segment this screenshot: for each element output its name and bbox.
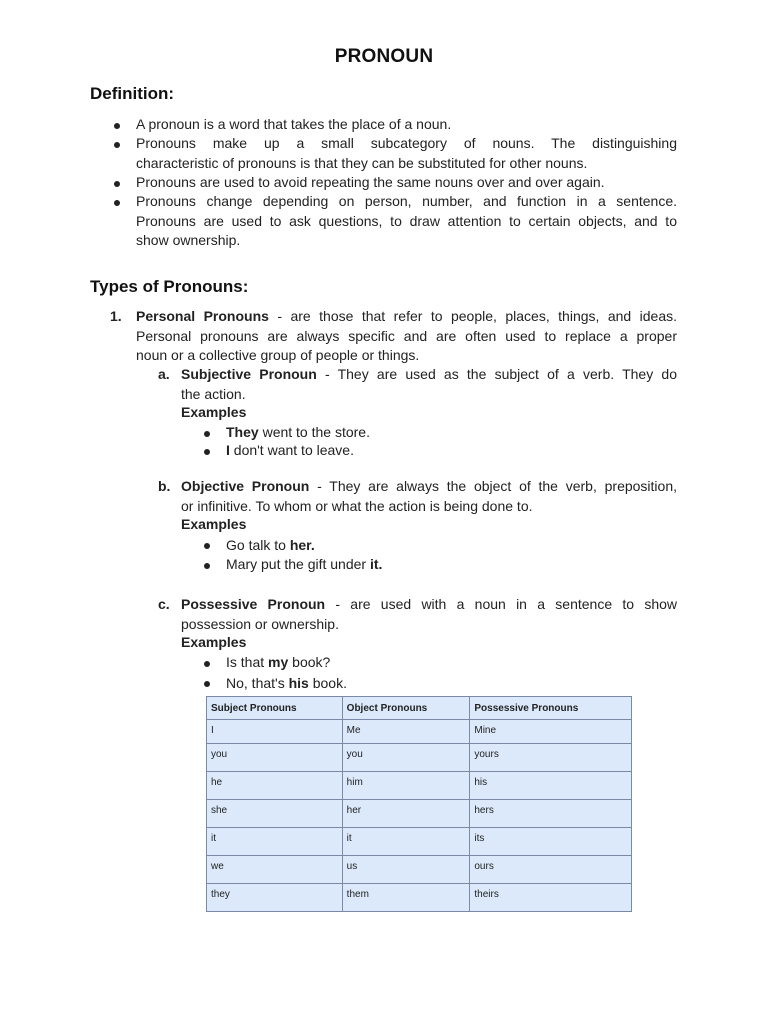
table-cell: Me bbox=[342, 720, 470, 744]
table-row bbox=[207, 800, 632, 828]
bullet-icon bbox=[204, 681, 210, 687]
term: Personal Pronouns bbox=[136, 308, 269, 324]
definition-item: Pronouns make up a small subcategory of nouns. The distinguishing characteristic of pronouns is that they can be substituted for other nouns. bbox=[136, 135, 677, 171]
table-cell: Mine bbox=[470, 720, 632, 744]
term: Subjective Pronoun bbox=[181, 366, 317, 382]
subjective-pronoun-text: Subjective Pronoun - They are used as the subject of a verb. They do the action. bbox=[181, 366, 677, 402]
list-letter: c. bbox=[158, 596, 170, 612]
types-heading: Types of Pronouns: bbox=[90, 277, 249, 296]
table-cell: hers bbox=[470, 800, 632, 828]
bullet-icon bbox=[204, 563, 210, 569]
table-cell: we bbox=[207, 856, 343, 884]
table-cell: it bbox=[207, 828, 343, 856]
table-cell: us bbox=[342, 856, 470, 884]
example-item: I don't want to leave. bbox=[226, 442, 354, 458]
list-letter: b. bbox=[158, 478, 171, 494]
list-number: 1. bbox=[110, 308, 122, 324]
table-cell: you bbox=[207, 744, 343, 772]
table-cell: him bbox=[342, 772, 470, 800]
header-object-pronouns: Object Pronouns bbox=[342, 697, 470, 720]
table-cell: her bbox=[342, 800, 470, 828]
table-cell: I bbox=[207, 720, 343, 744]
examples-label: Examples bbox=[181, 404, 247, 420]
example-item: Mary put the gift under it. bbox=[226, 556, 383, 572]
table-row bbox=[207, 772, 632, 800]
table-cell: it bbox=[342, 828, 470, 856]
bullet-icon bbox=[204, 661, 210, 667]
table-cell: she bbox=[207, 800, 343, 828]
page-title: PRONOUN bbox=[334, 46, 434, 67]
table-cell: its bbox=[470, 828, 632, 856]
bullet-icon bbox=[204, 449, 210, 455]
table-cell: he bbox=[207, 772, 343, 800]
possessive-pronoun-text: Possessive Pronoun - are used with a noun in a sentence to show possession or ownership. bbox=[181, 596, 678, 632]
example-item: No, that's his book. bbox=[226, 675, 347, 691]
bullet-icon bbox=[114, 123, 120, 129]
table-cell: they bbox=[207, 884, 343, 912]
definition-item: A pronoun is a word that takes the place of a noun. bbox=[136, 116, 452, 132]
list-letter: a. bbox=[158, 366, 170, 382]
bullet-icon bbox=[114, 142, 120, 148]
table-cell: them bbox=[342, 884, 470, 912]
bullet-icon bbox=[114, 181, 120, 187]
examples-label: Examples bbox=[181, 634, 247, 650]
definition-item: Pronouns are used to avoid repeating the same nouns over and over again. bbox=[136, 174, 605, 190]
example-item: Go talk to her. bbox=[226, 537, 315, 553]
objective-pronoun-text: Objective Pronoun - They are always the object of the verb, preposition, or infinitive. To whom or what the action is being done to. bbox=[181, 478, 677, 514]
table-header-row bbox=[207, 697, 632, 720]
table-cell: theirs bbox=[470, 884, 632, 912]
table-cell: his bbox=[470, 772, 632, 800]
table-cell: ours bbox=[470, 856, 632, 884]
table-row bbox=[207, 720, 632, 744]
term: Objective Pronoun bbox=[181, 478, 310, 494]
definition-heading: Definition: bbox=[90, 84, 175, 103]
examples-label: Examples bbox=[181, 516, 247, 532]
term: Possessive Pronoun bbox=[181, 596, 326, 612]
table-row bbox=[207, 828, 632, 856]
pronoun-table bbox=[206, 696, 632, 912]
bullet-icon bbox=[204, 431, 210, 437]
header-possessive-pronouns: Possessive Pronouns bbox=[470, 697, 632, 720]
definition-item: Pronouns change depending on person, number, and function in a sentence. Pronouns are used to ask questions, to draw attention to certain objects, and to show ownership. bbox=[136, 193, 677, 248]
table-row bbox=[207, 744, 632, 772]
table-row bbox=[207, 884, 632, 912]
example-item: Is that my book? bbox=[226, 654, 331, 670]
header-subject-pronouns: Subject Pronouns bbox=[207, 697, 343, 720]
table-cell: yours bbox=[470, 744, 632, 772]
bullet-icon bbox=[204, 543, 210, 549]
personal-pronouns-text: Personal Pronouns - are those that refer to people, places, things, and ideas. Personal pronouns are always specific and are often used to replace a proper noun or a collective group of people or things. bbox=[136, 308, 678, 363]
table-cell: you bbox=[342, 744, 470, 772]
bullet-icon bbox=[114, 200, 120, 206]
table-row bbox=[207, 856, 632, 884]
example-item: They went to the store. bbox=[226, 424, 370, 440]
